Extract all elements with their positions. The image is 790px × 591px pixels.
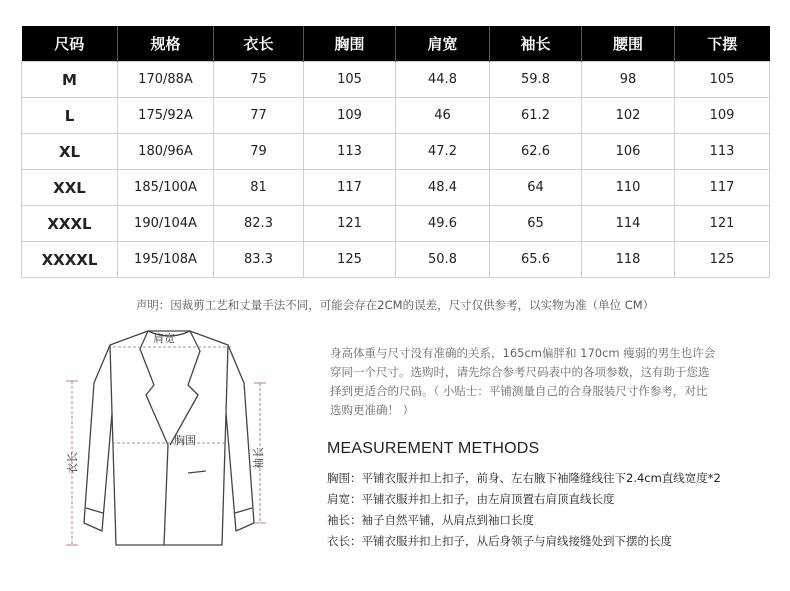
- table-cell: 48.4: [396, 170, 490, 206]
- table-cell: 180/96A: [118, 134, 214, 170]
- disclaimer-text: 声明：因裁剪工艺和丈量手法不同，可能会存在2CM的误差，尺寸仅供参考，以实物为准（单位 CM）: [135, 298, 655, 312]
- table-cell: 190/104A: [118, 206, 214, 242]
- method-length: 衣长：平铺衣服并扣上扣子，从后身领子与肩线接缝处到下摆的长度: [327, 534, 672, 548]
- table-cell: 82.3: [214, 206, 304, 242]
- header-size: 尺码: [22, 26, 118, 62]
- jacket-diagram: [50, 323, 290, 563]
- table-cell: 75: [214, 62, 304, 98]
- methods-title: MEASUREMENT METHODS: [327, 440, 540, 457]
- table-row: [22, 206, 770, 242]
- notes-line: 穿同一个尺寸。选购时，请先综合参考尺码表中的各项参数，这有助于您选: [330, 365, 710, 379]
- table-cell: 49.6: [396, 206, 490, 242]
- table-cell: 185/100A: [118, 170, 214, 206]
- table-cell: 113: [675, 134, 770, 170]
- table-cell: 105: [675, 62, 770, 98]
- header-shoulder: 肩宽: [396, 26, 490, 62]
- table-cell: 46: [396, 98, 490, 134]
- table-row: [22, 134, 770, 170]
- method-sleeve: 袖长：袖子自然平铺，从肩点到袖口长度: [327, 513, 534, 527]
- table-cell: 117: [675, 170, 770, 206]
- table-cell: 62.6: [490, 134, 582, 170]
- method-shoulder: 肩宽：平铺衣服并扣上扣子，由左肩顶置右肩顶直线长度: [327, 492, 615, 506]
- table-cell: 170/88A: [118, 62, 214, 98]
- table-cell: 64: [490, 170, 582, 206]
- methods-list: [327, 468, 767, 552]
- notes-line: 身高体重与尺寸没有准确的关系，165cm偏胖和 170cm 瘦弱的男生也许会: [330, 346, 716, 360]
- size-cell: XL: [22, 134, 118, 170]
- table-cell: 44.8: [396, 62, 490, 98]
- table-cell: 121: [304, 206, 396, 242]
- size-cell: M: [22, 62, 118, 98]
- table-cell: 81: [214, 170, 304, 206]
- table-cell: 102: [582, 98, 675, 134]
- table-cell: 109: [304, 98, 396, 134]
- table-cell: 110: [582, 170, 675, 206]
- measure-ticks: [66, 381, 266, 545]
- size-cell: XXXL: [22, 206, 118, 242]
- table-cell: 65: [490, 206, 582, 242]
- table-cell: 79: [214, 134, 304, 170]
- table-cell: 113: [304, 134, 396, 170]
- shoulder-label: 肩宽: [153, 332, 175, 345]
- header-length: 衣长: [214, 26, 304, 62]
- table-cell: 117: [304, 170, 396, 206]
- table-cell: 50.8: [396, 242, 490, 278]
- table-cell: 77: [214, 98, 304, 134]
- jacket-outline-icon: [84, 331, 254, 545]
- table-cell: 121: [675, 206, 770, 242]
- notes-line: 择到更适合的尺码。（ 小贴士：平铺测量自己的合身服装尺寸作参考，对比: [330, 384, 708, 398]
- header-spec: 规格: [118, 26, 214, 62]
- size-chart-table: [21, 26, 770, 278]
- table-cell: 83.3: [214, 242, 304, 278]
- size-cell: XXL: [22, 170, 118, 206]
- table-cell: 195/108A: [118, 242, 214, 278]
- table-cell: 105: [304, 62, 396, 98]
- table-cell: 106: [582, 134, 675, 170]
- table-cell: 47.2: [396, 134, 490, 170]
- method-chest: 胸围：平铺衣服并扣上扣子，前身、左右腋下袖隆缝线往下2.4cm直线宽度*2: [327, 471, 721, 485]
- table-header-row: [22, 26, 770, 62]
- table-cell: 98: [582, 62, 675, 98]
- notes-line: 选购更准确！ ）: [330, 403, 415, 417]
- table-cell: 118: [582, 242, 675, 278]
- table-cell: 114: [582, 206, 675, 242]
- table-row: [22, 242, 770, 278]
- size-cell: XXXXL: [22, 242, 118, 278]
- table-row: [22, 62, 770, 98]
- table-row: [22, 98, 770, 134]
- table-cell: 65.6: [490, 242, 582, 278]
- table-cell: 125: [304, 242, 396, 278]
- header-chest: 胸围: [304, 26, 396, 62]
- table-cell: 59.8: [490, 62, 582, 98]
- sizing-notes: [330, 344, 750, 420]
- table-row: [22, 170, 770, 206]
- table-cell: 109: [675, 98, 770, 134]
- length-label: 衣长: [66, 452, 79, 474]
- chest-label: 胸围: [174, 434, 196, 447]
- size-cell: L: [22, 98, 118, 134]
- table-cell: 175/92A: [118, 98, 214, 134]
- header-sleeve: 袖长: [490, 26, 582, 62]
- table-cell: 61.2: [490, 98, 582, 134]
- header-hem: 下摆: [675, 26, 770, 62]
- sleeve-label: 袖长: [252, 447, 265, 469]
- header-waist: 腰围: [582, 26, 675, 62]
- measure-lines: [72, 347, 260, 545]
- table-cell: 125: [675, 242, 770, 278]
